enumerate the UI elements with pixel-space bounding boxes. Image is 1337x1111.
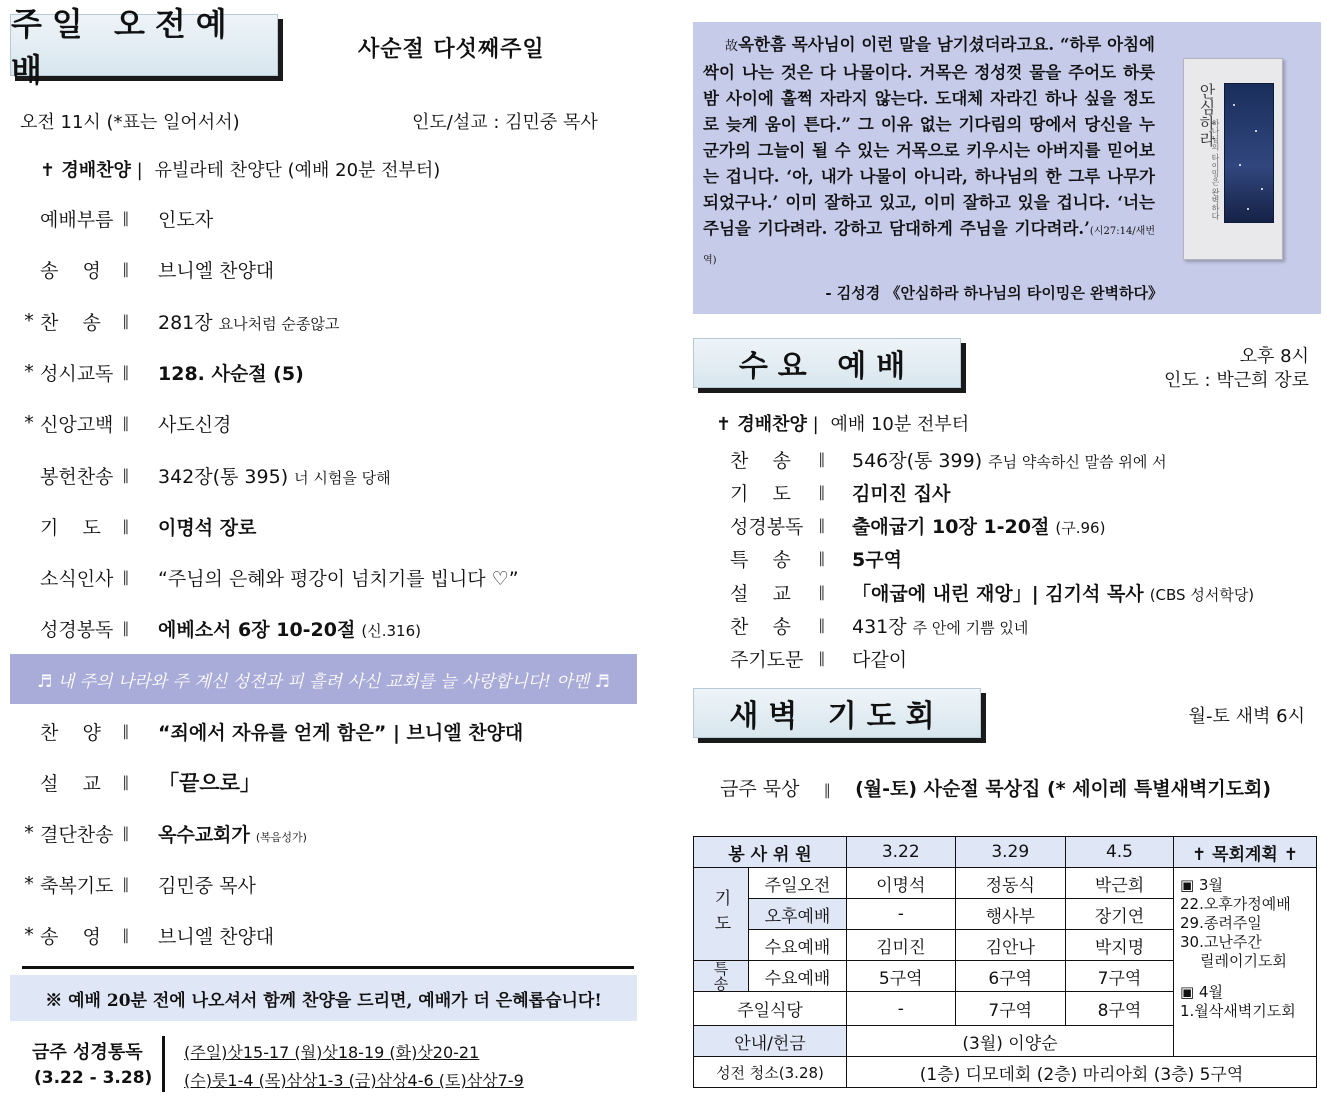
wed-item: 찬 송 ∥ 431장 주 안에 기쁨 있네 xyxy=(730,615,1029,638)
book-title: 안심하라 xyxy=(1197,83,1216,147)
prayer-group: 기도 xyxy=(694,868,749,961)
door-icon xyxy=(1224,83,1274,223)
sunday-title: 주일 오전예배 xyxy=(10,14,278,76)
table-row: 수요예배 김미진 김안나 박지명 xyxy=(694,930,1317,961)
clean-value: (1층) 디모데회 (2층) 마리아회 (3층) 5구역 xyxy=(846,1057,1316,1088)
wednesday-time: 오후 8시 xyxy=(1239,346,1309,367)
wednesday-title: 수요 예배 xyxy=(693,338,961,388)
special-group: 특송 xyxy=(694,961,749,992)
sermon-title: 「끝으로」 xyxy=(158,771,261,795)
book-cover-image xyxy=(1183,58,1283,260)
wed-item: 기 도 ∥ 김미진 집사 xyxy=(730,482,951,505)
item-label: 결단찬송 xyxy=(40,823,114,846)
wednesday-prelude: ✝ 경배찬양 | 예배 10분 전부터 xyxy=(716,414,970,435)
sunday-subtitle: 사순절 다섯째주일 xyxy=(358,37,545,62)
prelude-label: ✝ 경배찬양 xyxy=(40,160,131,181)
item-label: 신앙고백 xyxy=(40,413,114,436)
sunday-prelude xyxy=(40,156,440,182)
date-header: 3.29 xyxy=(955,837,1065,868)
sunday-leader: 인도/설교 : 김민중 목사 xyxy=(412,112,598,133)
quote-box xyxy=(693,22,1321,314)
item-label: 송 영 xyxy=(40,925,101,948)
item-value: “주님의 은혜와 평강이 넘치기를 빕니다 ♡” xyxy=(158,567,519,590)
order-item: * 축복기도 ∥ 김민중 목사 xyxy=(0,864,660,904)
item-value: 281장 요나처럼 순종않고 xyxy=(158,311,340,334)
table-row: 오후예배 - 행사부 장기연 xyxy=(694,899,1317,930)
order-item: * 성시교독 ∥ 128. 사순절 (5) xyxy=(0,352,660,392)
table-header: 봉 사 위 원 xyxy=(694,837,847,868)
item-label: 축복기도 xyxy=(40,874,114,897)
usher-label: 안내/헌금 xyxy=(694,1026,847,1057)
reading-line-1: (주일)삿15-17 (월)삿18-19 (화)삿20-21 xyxy=(184,1043,480,1062)
quote-source: - 김성경 《안심하라 하나님의 타이밍은 완벽하다》 xyxy=(825,284,1163,302)
order-item: 예배부름 ∥ 인도자 xyxy=(0,198,660,238)
item-value: 에베소서 6장 10-20절 (신.316) xyxy=(158,618,421,641)
order-item: 찬 양 ∥ “죄에서 자유를 얻게 함은” | 브니엘 찬양대 xyxy=(0,711,660,751)
item-value: 김민중 목사 xyxy=(158,874,256,897)
item-value: 342장(통 395) 너 시험을 당해 xyxy=(158,465,391,488)
order-item: * 신앙고백 ∥ 사도신경 xyxy=(0,403,660,443)
dawn-time: 월-토 새벽 6시 xyxy=(1188,706,1305,727)
item-value: 사도신경 xyxy=(158,413,232,436)
reading-line-2: (수)룻1-4 (목)삼상1-3 (금)삼상4-6 (토)삼상7-9 xyxy=(184,1071,524,1090)
order-item: 송 영 ∥ 브니엘 찬양대 xyxy=(0,249,660,289)
date-header: 4.5 xyxy=(1065,837,1173,868)
prelude-value: 유빌라테 찬양단 (예배 20분 전부터) xyxy=(154,160,441,181)
quote-text: 故옥한흠 목사님이 이런 말을 남기셨더라고요. “하루 아침에 싹이 나는 것은 다 나물이다. 거목은 정성껏 물을 주어도 하룻밤 사이에 훌쩍 자라지 않는다. 도대체 자라긴 하나 싶을 정도로 늦게 움이 튼다.” 그 이유 없는 기다림의 땅에서 당신을 누군가의 그늘이 될 수 있는 거목으로 키우시는 아버지를 믿어보는 겁니다. ‘아, 내가 나물이 아니라, 하나님의 한 그루 나무가 되었구나.’ 이미 잘하고 있고, 이미 잘하고 있을 겁니다. ‘너는 주님을 기다려라. 강하고 담대하게 주님을 기다려라.’(시27:14/새번역) xyxy=(703,35,1155,266)
order-item: 설 교 ∥ 「끝으로」 xyxy=(0,762,660,802)
wed-item: 성경봉독 ∥ 출애굽기 10장 1-20절 (구.96) xyxy=(730,515,1106,538)
item-value: 브니엘 찬양대 xyxy=(158,925,275,948)
service-table xyxy=(693,836,1317,1088)
plan-header: ✝ 목회계획 ✝ xyxy=(1173,837,1316,868)
order-item: 기 도 ∥ 이명석 장로 xyxy=(0,506,660,546)
reading-divider xyxy=(162,1036,165,1092)
wed-item: 설 교 ∥ 「애굽에 내린 재앙」| 김기석 목사 (CBS 성서학당) xyxy=(730,582,1255,605)
order-item: * 결단찬송 ∥ 옥수교회가 (복음성가) xyxy=(0,813,660,853)
order-item: * 찬 송 ∥ 281장 요나처럼 순종않고 xyxy=(0,301,660,341)
reading-dates: (3.22 - 3.28) xyxy=(34,1068,153,1088)
prelude-sep: | xyxy=(136,160,143,181)
clean-label: 성전 청소(3.28) xyxy=(694,1057,847,1088)
item-label: 찬 양 xyxy=(40,721,101,744)
wed-item: 주기도문 ∥ 다같이 xyxy=(730,648,908,671)
item-value: 이명석 장로 xyxy=(158,516,257,539)
item-label: 설 교 xyxy=(40,772,101,795)
pastoral-plan: ▣ 3월 22.오후가정예배 29.종려주일 30.고난주간 릴레이기도회 ▣ 4월 1.월삭새벽기도회 xyxy=(1173,868,1316,1057)
sunday-time: 오전 11시 (*표는 일어서서) xyxy=(20,112,240,133)
dawn-title: 새벽 기도회 xyxy=(693,688,981,738)
item-label: 성시교독 xyxy=(40,362,114,385)
usher-value: (3월) 이양순 xyxy=(846,1026,1173,1057)
dawn-label: 금주 묵상 xyxy=(720,778,800,800)
table-row: 주일식당 - 7구역 8구역 xyxy=(694,992,1317,1026)
item-value: 인도자 xyxy=(158,208,214,231)
notice-box: ※ 예배 20분 전에 나오셔서 함께 찬양을 드리면, 예배가 더 은혜롭습니다! xyxy=(10,975,637,1021)
dawn-row: 금주 묵상 ∥ (월-토) 사순절 묵상집 (* 세이레 특별새벽기도회) xyxy=(720,778,1272,800)
item-label: 예배부름 xyxy=(40,208,114,231)
wed-item: 특 송 ∥ 5구역 xyxy=(730,548,902,571)
item-value: 128. 사순절 (5) xyxy=(158,362,304,385)
wed-item: 찬 송 ∥ 546장(통 399) 주님 약속하신 말씀 위에 서 xyxy=(730,449,1167,472)
hymn-banner: ♬ 내 주의 나라와 주 계신 성전과 피 흘려 사신 교회를 늘 사랑합니다! 아멘 ♬ xyxy=(10,654,637,704)
item-value: 옥수교회가 (복음성가) xyxy=(158,823,307,846)
dawn-value: (월-토) 사순절 묵상집 (* 세이레 특별새벽기도회) xyxy=(855,778,1272,800)
table-row xyxy=(694,1057,1317,1088)
reading-title: 금주 성경통독 xyxy=(32,1042,143,1063)
table-row: 특송 수요예배 5구역 6구역 7구역 xyxy=(694,961,1317,992)
item-label: 소식인사 xyxy=(40,567,114,590)
item-label: 찬 송 xyxy=(40,311,101,334)
book-subtitle: 하나님의 타이밍은 완벽하다 xyxy=(1211,119,1220,221)
table-row: 기도 주일오전 이명석 정동식 박근희 ▣ 3월 22.오후가정예배 29.종려주일 30.고난주간 릴레이기도회 ▣ 4월 1.월삭새벽기도회 xyxy=(694,868,1317,899)
item-label: 송 영 xyxy=(40,259,101,282)
wednesday-leader: 인도 : 박근희 장로 xyxy=(1164,370,1309,391)
date-header: 3.22 xyxy=(846,837,955,868)
order-item: 봉헌찬송 ∥ 342장(통 395) 너 시험을 당해 xyxy=(0,455,660,495)
item-value: 브니엘 찬양대 xyxy=(158,259,275,282)
item-label: 봉헌찬송 xyxy=(40,465,114,488)
divider xyxy=(22,966,634,969)
item-value: “죄에서 자유를 얻게 함은” | 브니엘 찬양대 xyxy=(158,721,524,744)
order-item: * 송 영 ∥ 브니엘 찬양대 xyxy=(0,915,660,955)
order-item: 소식인사 ∥ “주님의 은혜와 평강이 넘치기를 빕니다 ♡” xyxy=(0,557,660,597)
order-item: 성경봉독 ∥ 에베소서 6장 10-20절 (신.316) xyxy=(0,608,660,648)
item-label: 성경봉독 xyxy=(40,618,114,641)
item-label: 기 도 xyxy=(40,516,101,539)
